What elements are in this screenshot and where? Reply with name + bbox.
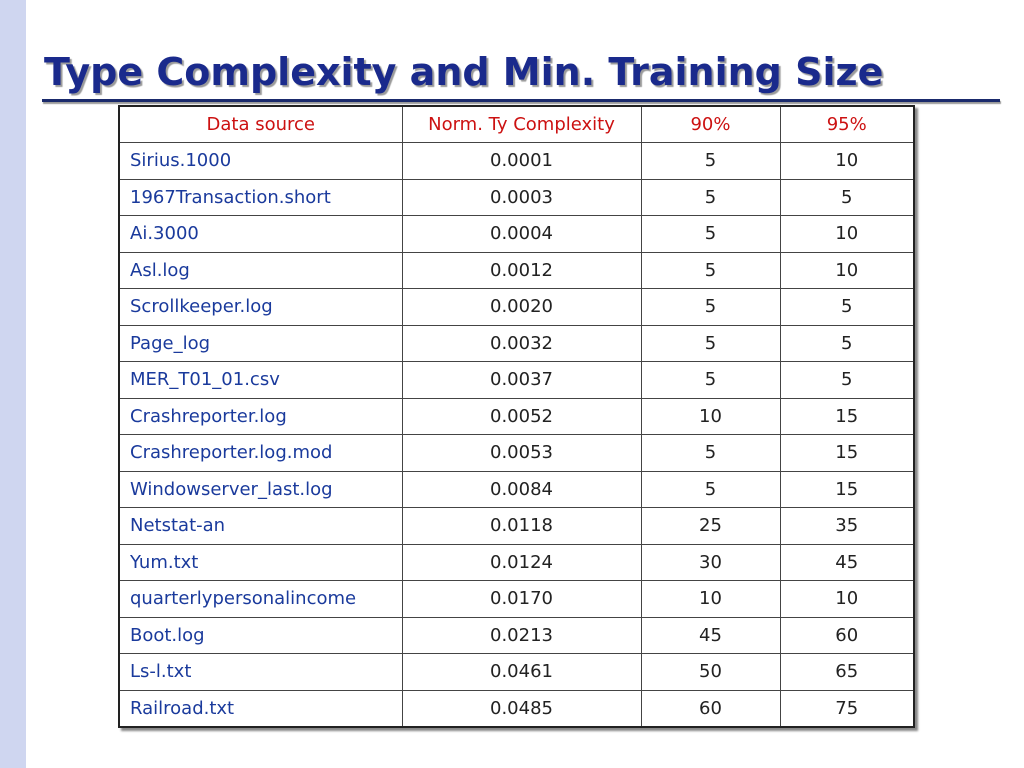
cell-data-source: Yum.txt (119, 544, 402, 581)
cell-95-percent: 10 (780, 252, 914, 289)
cell-95-percent: 60 (780, 617, 914, 654)
cell-complexity: 0.0461 (402, 654, 641, 691)
cell-90-percent: 10 (641, 398, 780, 435)
cell-complexity: 0.0053 (402, 435, 641, 472)
cell-90-percent: 5 (641, 179, 780, 216)
table-body (119, 143, 914, 727)
table-row (119, 544, 914, 581)
cell-95-percent: 15 (780, 398, 914, 435)
cell-90-percent: 5 (641, 143, 780, 180)
cell-95-percent: 45 (780, 544, 914, 581)
cell-complexity: 0.0118 (402, 508, 641, 545)
cell-complexity: 0.0213 (402, 617, 641, 654)
cell-90-percent: 5 (641, 362, 780, 399)
cell-90-percent: 25 (641, 508, 780, 545)
left-accent-bar (0, 0, 26, 768)
cell-90-percent: 5 (641, 252, 780, 289)
cell-data-source: Crashreporter.log (119, 398, 402, 435)
cell-data-source: quarterlypersonalincome (119, 581, 402, 618)
table-row (119, 690, 914, 727)
cell-complexity: 0.0003 (402, 179, 641, 216)
cell-data-source: Page_log (119, 325, 402, 362)
cell-95-percent: 10 (780, 581, 914, 618)
cell-90-percent: 30 (641, 544, 780, 581)
cell-90-percent: 5 (641, 216, 780, 253)
header-complexity: Norm. Ty Complexity (402, 106, 641, 143)
cell-data-source: Sirius.1000 (119, 143, 402, 180)
header-95-percent: 95% (780, 106, 914, 143)
table-row (119, 289, 914, 326)
cell-complexity: 0.0037 (402, 362, 641, 399)
cell-data-source: Asl.log (119, 252, 402, 289)
cell-data-source: Scrollkeeper.log (119, 289, 402, 326)
table-row (119, 435, 914, 472)
cell-data-source: Boot.log (119, 617, 402, 654)
table-row (119, 581, 914, 618)
cell-90-percent: 5 (641, 289, 780, 326)
cell-data-source: Netstat-an (119, 508, 402, 545)
cell-complexity: 0.0052 (402, 398, 641, 435)
table-row (119, 471, 914, 508)
cell-95-percent: 5 (780, 179, 914, 216)
cell-90-percent: 50 (641, 654, 780, 691)
slide-title: Type Complexity and Min. Training Size (44, 50, 884, 94)
cell-data-source: Railroad.txt (119, 690, 402, 727)
cell-data-source: Ls-l.txt (119, 654, 402, 691)
header-data-source: Data source (119, 106, 402, 143)
cell-complexity: 0.0170 (402, 581, 641, 618)
header-90-percent: 90% (641, 106, 780, 143)
cell-90-percent: 10 (641, 581, 780, 618)
table-row (119, 508, 914, 545)
cell-90-percent: 5 (641, 435, 780, 472)
cell-complexity: 0.0084 (402, 471, 641, 508)
cell-95-percent: 35 (780, 508, 914, 545)
cell-90-percent: 60 (641, 690, 780, 727)
cell-95-percent: 75 (780, 690, 914, 727)
cell-complexity: 0.0004 (402, 216, 641, 253)
cell-95-percent: 5 (780, 325, 914, 362)
cell-95-percent: 5 (780, 289, 914, 326)
table-row (119, 325, 914, 362)
cell-data-source: MER_T01_01.csv (119, 362, 402, 399)
cell-data-source: Ai.3000 (119, 216, 402, 253)
table-row (119, 362, 914, 399)
cell-complexity: 0.0012 (402, 252, 641, 289)
cell-95-percent: 10 (780, 143, 914, 180)
table-row (119, 216, 914, 253)
cell-95-percent: 5 (780, 362, 914, 399)
cell-90-percent: 5 (641, 471, 780, 508)
table-row (119, 398, 914, 435)
cell-95-percent: 15 (780, 471, 914, 508)
complexity-table (118, 105, 915, 728)
cell-95-percent: 65 (780, 654, 914, 691)
cell-data-source: Crashreporter.log.mod (119, 435, 402, 472)
cell-data-source: Windowserver_last.log (119, 471, 402, 508)
table-row (119, 179, 914, 216)
table-row (119, 617, 914, 654)
table-row (119, 143, 914, 180)
table-row (119, 654, 914, 691)
cell-90-percent: 5 (641, 325, 780, 362)
cell-95-percent: 15 (780, 435, 914, 472)
cell-complexity: 0.0001 (402, 143, 641, 180)
table-row (119, 252, 914, 289)
cell-data-source: 1967Transaction.short (119, 179, 402, 216)
cell-90-percent: 45 (641, 617, 780, 654)
title-underline (42, 99, 1000, 102)
table-header-row (119, 106, 914, 143)
cell-complexity: 0.0032 (402, 325, 641, 362)
cell-complexity: 0.0124 (402, 544, 641, 581)
cell-complexity: 0.0020 (402, 289, 641, 326)
cell-95-percent: 10 (780, 216, 914, 253)
cell-complexity: 0.0485 (402, 690, 641, 727)
